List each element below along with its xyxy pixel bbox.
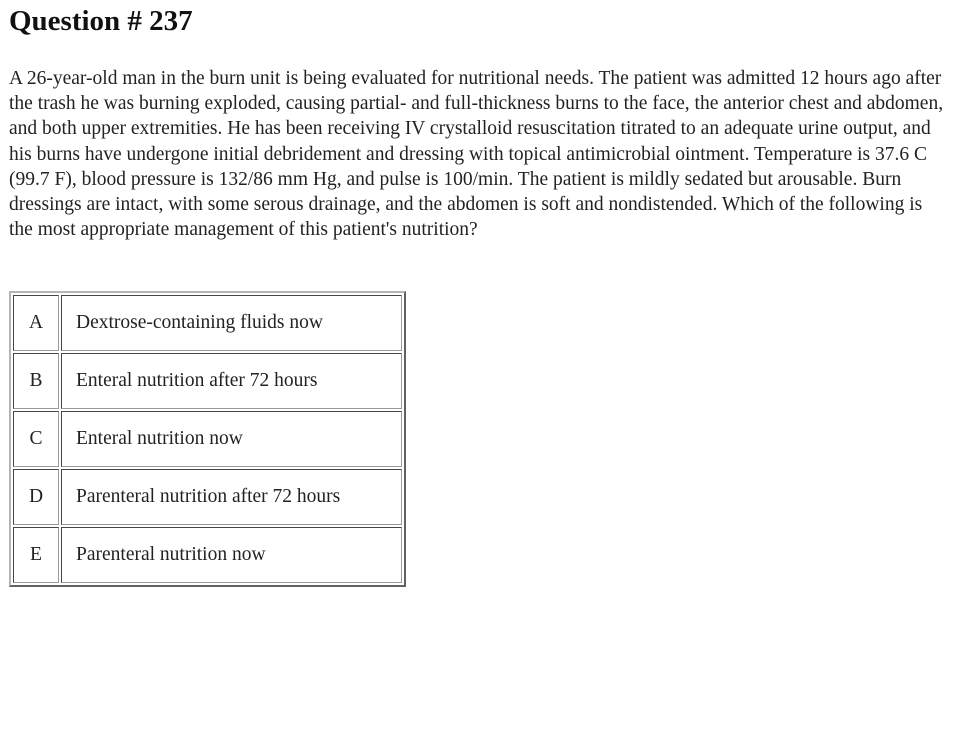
choice-text[interactable]: Parenteral nutrition after 72 hours xyxy=(61,469,402,525)
choice-text[interactable]: Dextrose-containing fluids now xyxy=(61,295,402,351)
choice-text[interactable]: Enteral nutrition after 72 hours xyxy=(61,353,402,409)
answer-choice-a[interactable] xyxy=(13,295,402,351)
answer-choice-c[interactable] xyxy=(13,411,402,467)
choice-text[interactable]: Parenteral nutrition now xyxy=(61,527,402,583)
answer-choice-b[interactable] xyxy=(13,353,402,409)
choice-letter[interactable]: C xyxy=(13,411,59,467)
choice-text[interactable]: Enteral nutrition now xyxy=(61,411,402,467)
answer-choices-table xyxy=(9,291,406,587)
choice-letter[interactable]: E xyxy=(13,527,59,583)
answer-choice-e[interactable] xyxy=(13,527,402,583)
question-stem: A 26-year-old man in the burn unit is being evaluated for nutritional needs. The patient was admitted 12 hours ago after the trash he was burning exploded, causing partial- and full-thickness burns to the face, the anterior chest and abdomen, and both upper extremities. He has been receiving IV crystalloid resuscitation titrated to an adequate urine output, and his burns have undergone initial debridement and dressing with topical antimicrobial ointment. Temperature is 37.6 C (99.7 F), blood pressure is 132/86 mm Hg, and pulse is 100/min. The patient is mildly sedated but arousable. Burn dressings are intact, with some serous drainage, and the abdomen is soft and nondistended. Which of the following is the most appropriate management of this patient's nutrition? xyxy=(9,68,944,241)
answer-choice-d[interactable] xyxy=(13,469,402,525)
question-title: Question # 237 xyxy=(9,5,193,37)
choice-letter[interactable]: A xyxy=(13,295,59,351)
choice-letter[interactable]: D xyxy=(13,469,59,525)
choice-letter[interactable]: B xyxy=(13,353,59,409)
